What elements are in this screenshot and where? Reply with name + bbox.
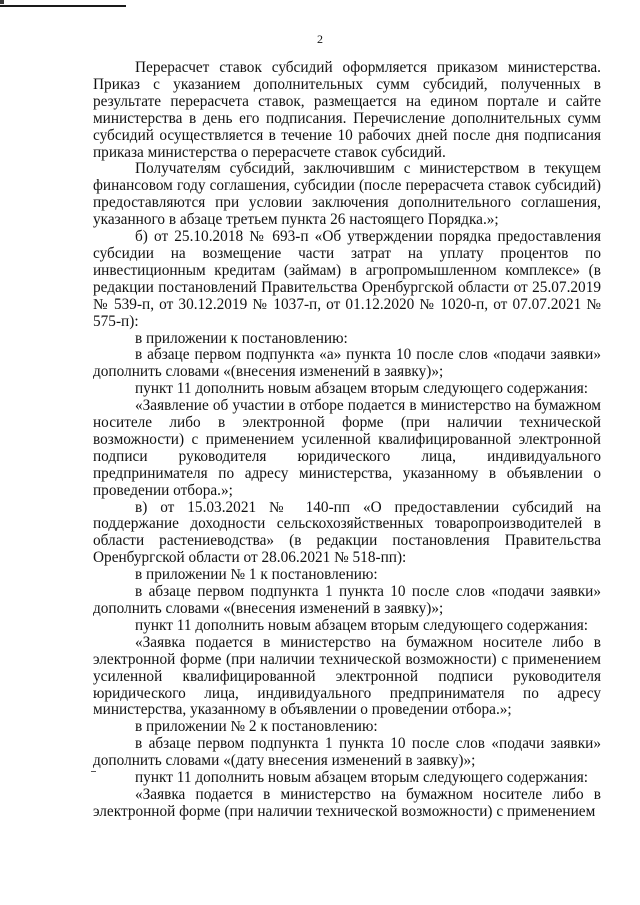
paragraph: в абзаце первом подпункта 1 пункта 10 после слов «подачи заявки» дополнить словами «(внесения изменений в заявку)»; — [93, 583, 601, 617]
paragraph: в приложении № 1 к постановлению: — [135, 566, 378, 584]
paragraph: в приложении № 2 к постановлению: — [135, 718, 378, 736]
paragraph: пункт 11 дополнить новым абзацем вторым следующего содержания: — [135, 769, 589, 787]
paragraph: в абзаце первом подпункта «а» пункта 10 после слов «подачи заявки» дополнить словами «(внесения изменений в заявку)»; — [93, 346, 601, 381]
paragraph: в) от 15.03.2021 № 140-пп «О предоставлении субсидий на поддержание доходности сельскохозяйственных товаропроизводителей в области растениеводства» (в редакции постановления Правительства Оренбургской области от 28.06.2021 № 518-пп): — [93, 498, 601, 567]
scan-corner-line — [0, 5, 126, 7]
paragraph: «Заявка подается в министерство на бумажном носителе либо в электронной форме (при наличии технической возможности) с применением усиленной квалифицированной электронной подписи руководителя юридического лица, индивидуального предпринимателя по адресу министерства, указанному в объявлении о проведении отбора.»; — [93, 633, 601, 719]
scan-corner-dot — [0, 0, 4, 4]
paragraph: б) от 25.10.2018 № 693-п «Об утверждении порядка предоставления субсидии на возмещение части затрат на уплату процентов по инвестиционным кредитам (займам) в агропромышленном комплексе» (в редакции постановлений Правительства Оренбургской области от 25.07.2019 № 539-п, от 30.12.2019 № 1037-п, от 01.12.2020 № 1020-п, от 07.07.2021 № 575-п): — [93, 228, 601, 330]
paragraph: пункт 11 дополнить новым абзацем вторым следующего содержания: — [135, 380, 589, 398]
page-number: 2 — [317, 32, 323, 46]
document-body — [93, 60, 601, 821]
paragraph: Получателям субсидий, заключившим с министерством в текущем финансовом году соглашения, субсидии (после перерасчета ставок субсидий) предоставляются при условии заключения дополнительного соглашения, указанного в абзаце третьем пункта 26 настоящего Порядка.»; — [93, 160, 601, 229]
paragraph: «Заявка подается в министерство на бумажном носителе либо в электронной форме (при наличии технической возможности) с применением — [93, 785, 601, 820]
paragraph: «Заявление об участии в отборе подается в министерство на бумажном носителе либо в электронной форме (при наличии технической возможности) с применением усиленной квалифицированной электронной подписи руководителя юридического лица, индивидуального предпринимателя по адресу министерства, указанному в объявлении о проведении отбора.»; — [93, 397, 601, 499]
paragraph: в абзаце первом подпункта 1 пункта 10 после слов «подачи заявки» дополнить словами «(дату внесения изменений в заявку)»; — [93, 735, 601, 770]
paragraph: пункт 11 дополнить новым абзацем вторым следующего содержания: — [135, 616, 589, 634]
paragraph: Перерасчет ставок субсидий оформляется приказом министерства. Приказ с указанием дополнительных сумм субсидий, полученных в результате перерасчета ставок, размещается на едином портале и сайте министерства в день его подписания. Перечисление дополнительных сумм субсидий осуществляется в течение 10 рабочих дней после дня подписания приказа министерства о перерасчете ставок субсидий. — [93, 59, 601, 161]
paragraph: в приложении к постановлению: — [135, 329, 348, 347]
